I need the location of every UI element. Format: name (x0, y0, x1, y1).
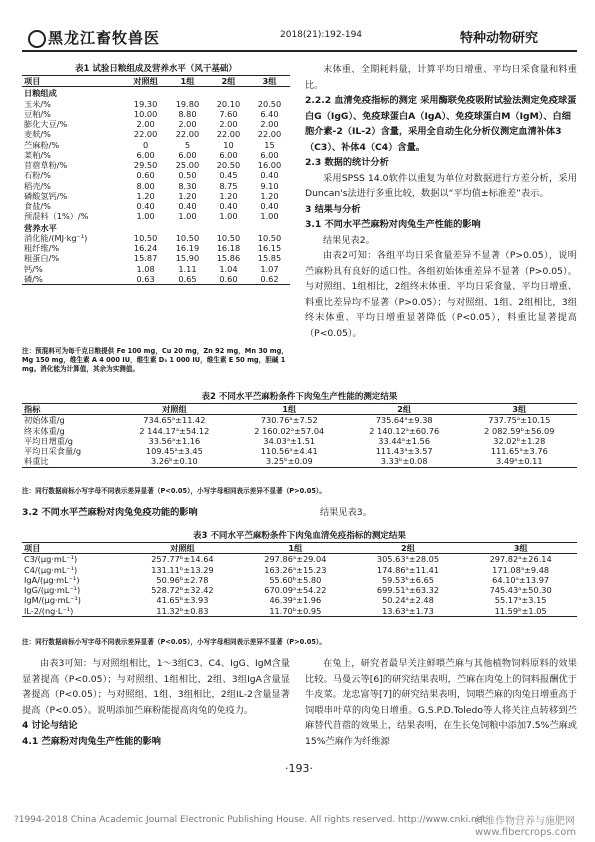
table-cell: 174.86ᵃ±11.41 (376, 564, 440, 575)
paragraph: 由表3可知：与对照组相比，1～3组C3、C4、IgG、IgM含量显著提高（P<0.05）；与对照组、1组相比，2组、3组IgA含量显著提高（P<0.05）；与对照组、1组、3组相比，2组IL-2含量显著提高（P<0.05）。说明添加苎麻粉能提高肉兔的免疫力。 (22, 658, 290, 716)
table-cell: 15.87 (133, 253, 158, 264)
table-cell: C4/(μg·mL⁻¹) (24, 564, 78, 575)
paragraph: 在兔上，研究者最早关注鲜喂苎麻与其他植物饲料原料的效果比较。马曼云等[6]的研究结果表明，苎麻在肉兔上的饲料报酬优于牛皮菜。龙忠富等[7]的研究结果表明，饲喂苎麻的肉兔日增重高于饲喂串叶草的肉兔日增重。G.S.P.D.Toledo等人将关注点转移到苎麻替代苜蓿的效果上，结果表明，在生长兔饲粮中添加7.5%苎麻或15%苎麻作为纤维源 (305, 658, 577, 747)
table-cell: 15.90 (175, 253, 200, 264)
table-cell: 终末体重/g (24, 425, 65, 436)
table-cell: 2 140.12ᵃ±60.76 (369, 425, 440, 436)
table-cell: 737.75ᵃ±10.15 (488, 415, 551, 426)
table-cell: 2 160.02ᵃ±57.04 (254, 425, 325, 436)
table-cell: 麦麸/% (24, 129, 51, 140)
table-cell: C3/(μg·mL⁻¹) (24, 554, 78, 565)
table-cell: 1.04 (219, 263, 238, 274)
table-cell: 2.00 (260, 119, 279, 129)
table-cell: IL-2/(ng·L⁻¹) (22, 606, 126, 617)
table-cell: 对照组 (124, 76, 167, 87)
table-cell: 15.85 (257, 253, 282, 264)
table-row (22, 436, 577, 446)
table-cell: 3.33ᵇ±0.08 (347, 456, 462, 467)
table3-note: 注：同行数据肩标小写字母不同表示差异显著（P<0.05），小写字母相同表示差异不显著（P>0.05）。 (22, 638, 326, 646)
table2-note: 注：同行数据肩标小写字母不同表示差异显著（P<0.05），小写字母相同表示差异不显著（P>0.05）。 (22, 487, 326, 495)
table-cell: 5 (184, 139, 191, 150)
table-cell: 钙/% (24, 263, 43, 274)
table-cell: 1组 (239, 543, 352, 554)
table-cell: 50.96ᵇ±2.78 (156, 574, 209, 585)
table-cell: 1.08 (136, 263, 155, 274)
table-section-row (22, 87, 290, 99)
table-cell: 11.32ᵇ±0.83 (126, 606, 239, 617)
table-row (22, 201, 290, 211)
table-cell: 0.45 (219, 170, 238, 181)
table-cell: 10.50 (175, 232, 200, 243)
table-cell: 55.60ᵇ±5.80 (269, 574, 322, 585)
table-cell: 670.09ᵃ±54.22 (264, 585, 327, 595)
paragraph: 采用SPSS 14.0软件以重复为单位对数据进行方差分析，采用Duncan's法进行多重比较，数据以“平均值±标准差”表示。 (305, 172, 577, 199)
table-cell: 22.00 (257, 129, 282, 140)
table-cell: 3.49ᵃ±0.11 (462, 456, 577, 467)
section-title: 日粮组成 (24, 88, 57, 99)
table-header-row (22, 76, 290, 87)
table-cell: 131.11ᵇ±13.29 (151, 564, 214, 575)
table-cell: 0.40 (219, 201, 238, 211)
table-cell: 29.50 (133, 160, 158, 170)
table-cell: 171.08ᵃ±9.48 (492, 564, 550, 575)
table-cell: 3组 (464, 543, 577, 554)
section-title: 营养水平 (24, 222, 57, 233)
table-row (22, 160, 290, 170)
table-cell: 25.00 (175, 160, 200, 170)
column-title: 特种动物研究 (460, 31, 539, 46)
table-cell: 0.50 (178, 170, 197, 181)
issue-info: 2018(21):192-194 (280, 30, 363, 40)
table-cell: 111.65ᵃ±3.76 (490, 446, 548, 456)
table-row (22, 140, 290, 150)
table-cell: 0.62 (249, 274, 290, 285)
table-cell: 3.26ᵇ±0.10 (117, 456, 232, 467)
table-row (22, 253, 290, 263)
table-cell: 20.10 (216, 98, 241, 109)
table-cell: 50.24ᵃ±2.48 (382, 595, 434, 606)
table-row (22, 181, 290, 191)
header-rule (22, 50, 577, 52)
table-row (22, 211, 290, 221)
table-cell: 32.02ᵇ±1.28 (493, 435, 546, 446)
table-cell: 对照组 (126, 543, 239, 554)
table-cell: 734.65ᵃ±11.42 (143, 415, 206, 426)
table-row (22, 191, 290, 201)
table-row (22, 119, 290, 129)
table-cell: 3组 (249, 76, 290, 87)
table-cell: 0.40 (260, 201, 279, 211)
table-cell: IgG/(μg·mL⁻¹) (24, 585, 81, 595)
left-column-bottom (22, 656, 290, 749)
table-cell: 食盐/% (24, 201, 51, 211)
journal-name: 黑龙江畜牧兽医 (48, 29, 161, 47)
table-cell: 苜蓿草粉/% (24, 160, 68, 170)
table-cell: 1组 (232, 404, 347, 415)
table-cell: 7.60 (219, 108, 238, 119)
section-3-2-heading: 3.2 不同水平苎麻粉对肉兔免疫功能的影响 (22, 507, 198, 518)
table-cell: 2.00 (219, 119, 238, 129)
table-cell: 20.50 (257, 98, 282, 109)
table-cell: 109.45ᵃ±3.45 (145, 446, 203, 456)
table-row (22, 170, 290, 180)
table-row (22, 575, 577, 585)
watermark: 纤维作物营养与施肥网 www.fibercrops.com (475, 816, 577, 838)
table-cell: 59.53ᵇ±6.65 (381, 574, 434, 585)
table-cell: 6.00 (136, 149, 155, 160)
table-cell: 46.39ᵃ±1.96 (269, 595, 322, 606)
table-cell: 735.64ᵃ±9.38 (375, 415, 433, 426)
table-cell: 2组 (208, 76, 249, 87)
table-cell: 297.86ᵃ±29.04 (264, 554, 327, 565)
table-cell: 1.20 (136, 190, 155, 201)
table-cell: 料重比 (22, 456, 117, 467)
table-cell: 11.59ᵇ±1.05 (464, 606, 577, 617)
table-cell: 34.03ᵃ±1.51 (263, 435, 316, 446)
section-heading: 3 结果与分析 (305, 203, 361, 215)
table-cell: 16.19 (175, 243, 200, 253)
table1-caption: 表1 试验日粮组成及营养水平（风干基础） (75, 64, 237, 74)
paragraph: 由表2可知：各组平均日采食量差异不显著（P>0.05），说明苎麻粉具有良好的适口性。各组初始体重差异不显著（P>0.05）。与对照组、1组相比，2组终末体重、平均日采食量、平均日增重、料重比差异均不显著（P>0.05）；与对照组、1组、2组相比，3组终末体重、平均日增重显著降低（P<0.05），料重比显著提高（P<0.05）。 (305, 250, 577, 339)
table-cell: 1.00 (178, 211, 197, 222)
table-cell: 粗纤维/% (24, 243, 60, 253)
table-cell: 6.00 (260, 149, 279, 160)
table-cell: 745.43ᵃ±50.30 (489, 585, 552, 595)
table-cell: 指标 (22, 404, 117, 415)
table-row (22, 446, 577, 456)
table-cell: 6.00 (178, 149, 197, 160)
table-cell: 磷酸氢钙/% (24, 190, 68, 201)
table-cell: 22.00 (175, 129, 200, 140)
table-row (22, 415, 577, 426)
table-cell: 6.40 (260, 108, 279, 119)
table-cell: 64.10ᵃ±13.97 (492, 574, 550, 585)
table-cell: 41.65ᵇ±3.93 (156, 595, 209, 606)
table-cell: 1组 (167, 76, 208, 87)
table-row (22, 565, 577, 575)
table-row (22, 109, 290, 119)
table-row (22, 99, 290, 109)
table-cell: 0.40 (260, 170, 279, 181)
table-row (22, 426, 577, 436)
table-cell: 项目 (22, 543, 126, 554)
table-cell: 项目 (22, 76, 124, 87)
table-row (22, 554, 577, 565)
section-heading: 4 讨论与结论 (22, 720, 78, 731)
table-cell: 297.82ᵃ±26.14 (489, 554, 552, 565)
journal-seal-icon (28, 30, 46, 48)
table-cell: 19.80 (175, 98, 200, 109)
right-column-top (305, 62, 577, 341)
table-cell: 11.70ᵇ±0.95 (239, 606, 352, 617)
table-cell: 6.00 (219, 149, 238, 160)
table-cell: 预混料（1%）/% (24, 211, 89, 222)
table-row (22, 274, 290, 285)
section-heading: 2.3 数据的统计分析 (305, 157, 389, 168)
table-cell: 2 144.17ᵃ±54.12 (139, 425, 210, 436)
table-cell: 1.00 (219, 211, 238, 222)
table-cell: 16.24 (133, 243, 158, 253)
table-cell: 528.72ᵇ±32.42 (151, 585, 214, 595)
table-cell: 19.30 (133, 98, 158, 109)
table-cell: 初始体重/g (24, 415, 65, 426)
table-cell: 730.76ᵃ±7.52 (260, 415, 318, 426)
table-cell: 8.75 (219, 180, 238, 191)
table1-note: 注：预混料可为每千克日粮提供 Fe 100 mg，Cu 20 mg，Zn 92 mg，Mn 30 mg，Mg 150 mg，维生素 A 4 000 IU，维生素 D₃ 1 000 IU，维生素 E 50 mg，胆碱 1 mg。消化能为计算值，其余为实测值。 (22, 347, 288, 373)
table-cell: 1.20 (219, 190, 238, 201)
table-cell: 10.00 (133, 108, 158, 119)
table-cell: 豆粕/% (24, 108, 51, 119)
table-row (22, 456, 577, 467)
table-cell: 10 (223, 139, 234, 150)
copyright-line: ?1994-2018 China Academic Journal Electronic Publishing House. All rights reserved. http://www.cnki.net (14, 815, 486, 825)
table-cell: 257.77ᵇ±14.64 (151, 554, 214, 565)
right-column-bottom (305, 656, 577, 749)
table-row (22, 595, 577, 605)
table2-caption: 表2 不同水平苎麻粉条件下肉兔生产性能的测定结果 (201, 392, 398, 402)
table-cell: 2.00 (178, 119, 197, 129)
table-cell: 0.65 (167, 274, 208, 285)
table-row (22, 233, 290, 243)
table-cell: 消化能/(MJ·kg⁻¹) (24, 232, 88, 243)
table-cell: 磷/% (22, 274, 124, 285)
table-cell: 10.50 (216, 232, 241, 243)
table1 (22, 75, 290, 285)
table-cell: 16.00 (257, 160, 282, 170)
table-header-row (22, 543, 577, 554)
section-heading: 3.1 不同水平苎麻粉对肉兔生产性能的影响 (305, 219, 481, 230)
table-cell: 163.26ᵃ±15.23 (264, 564, 327, 575)
table-cell: 20.50 (216, 160, 241, 170)
table-cell: 稻壳/% (24, 180, 51, 191)
table-cell: 55.17ᵃ±3.15 (494, 595, 547, 606)
section-3-2-ref: 结果见表3。 (320, 507, 372, 518)
table-cell: 0.40 (178, 201, 197, 211)
table-section-row (22, 222, 290, 233)
table-row (22, 606, 577, 617)
table-cell: 1.20 (260, 190, 279, 201)
page-number: ·193· (285, 762, 313, 775)
table-cell: 22.00 (216, 129, 241, 140)
table3 (22, 542, 577, 617)
table-cell: 110.56ᵃ±4.41 (260, 446, 318, 456)
section-heading: 2.2.2 血清免疫指标的测定 采用酶联免疫吸附试验法测定免疫球蛋白G（IgG）、免疫球蛋白A（IgA）、免疫球蛋白M（IgM）、白细胞介素-2（IL-2）含量，采用全自动生化分析仪测定血清补体3（C3）、补体4（C4）含量。 (305, 95, 577, 153)
table-cell: 石粉/% (24, 170, 51, 181)
table-cell: 16.18 (216, 243, 241, 253)
table-cell: 10.50 (257, 232, 282, 243)
table-cell: 苎麻粉/% (24, 139, 60, 150)
table-cell: 平均日采食量/g (24, 446, 82, 456)
table-row (22, 150, 290, 160)
table-cell: 0.63 (124, 274, 167, 285)
table-cell: 33.44ᵃ±1.56 (378, 435, 431, 446)
table-cell: 菜粕/% (24, 149, 51, 160)
table-row (22, 129, 290, 139)
table-cell: 0.60 (136, 170, 155, 181)
table-cell: 玉米/% (24, 98, 51, 109)
table-cell: 粗蛋白/% (24, 253, 60, 264)
table-cell: 305.63ᵃ±28.05 (376, 554, 440, 565)
table-cell: 0.40 (136, 201, 155, 211)
table2 (22, 403, 577, 468)
table-cell: 13.63ᵃ±1.73 (352, 606, 465, 617)
table-header-row (22, 404, 577, 415)
table-cell: 16.15 (257, 243, 282, 253)
table-cell: IgM/(μg·mL⁻¹) (24, 595, 81, 606)
table-cell: 平均日增重/g (24, 435, 73, 446)
table-cell: 15 (264, 139, 275, 150)
section-heading: 4.1 苎麻粉对肉兔生产性能的影响 (22, 735, 161, 747)
table-cell: 0 (143, 139, 149, 150)
table-cell: 2组 (352, 543, 465, 554)
table-cell: 8.00 (136, 180, 155, 191)
table-cell: 0.60 (208, 274, 249, 285)
paragraph: 结果见表2。 (323, 234, 375, 246)
table-row (22, 264, 290, 274)
table-row (22, 243, 290, 253)
table-cell: 699.51ᵃ±63.32 (376, 585, 440, 595)
table-cell: 3组 (462, 404, 577, 415)
table-cell: 10.50 (133, 232, 158, 243)
table-cell: 15.86 (216, 253, 241, 264)
table-cell: 膨化大豆/% (24, 119, 68, 129)
table-cell: 1.11 (178, 263, 197, 274)
table-cell: 1.00 (136, 211, 155, 222)
table-cell: 1.00 (260, 211, 279, 222)
table-cell: 8.30 (178, 180, 197, 191)
table-row (22, 585, 577, 595)
table-cell: 33.56ᵃ±1.16 (148, 435, 201, 446)
table-cell: 2.00 (136, 119, 155, 129)
table-cell: 9.10 (260, 180, 279, 191)
paragraph: 末体重、全期耗料量，计算平均日增重、平均日采食量和料重比。 (305, 64, 577, 91)
table-cell: 22.00 (133, 129, 158, 140)
table-cell: 111.43ᵃ±3.57 (375, 446, 433, 456)
table-cell: IgA/(μg·mL⁻¹) (24, 574, 80, 585)
table-cell: 8.80 (178, 108, 197, 119)
table-cell: 对照组 (117, 404, 232, 415)
table-cell: 3.25ᵇ±0.09 (232, 456, 347, 467)
table3-caption: 表3 不同水平苎麻粉条件下肉兔血清免疫指标的测定结果 (193, 531, 406, 541)
table-cell: 2 082.59ᵇ±56.09 (484, 425, 555, 436)
table-cell: 1.20 (178, 190, 197, 201)
table-cell: 2组 (347, 404, 462, 415)
table-cell: 1.07 (260, 263, 279, 274)
